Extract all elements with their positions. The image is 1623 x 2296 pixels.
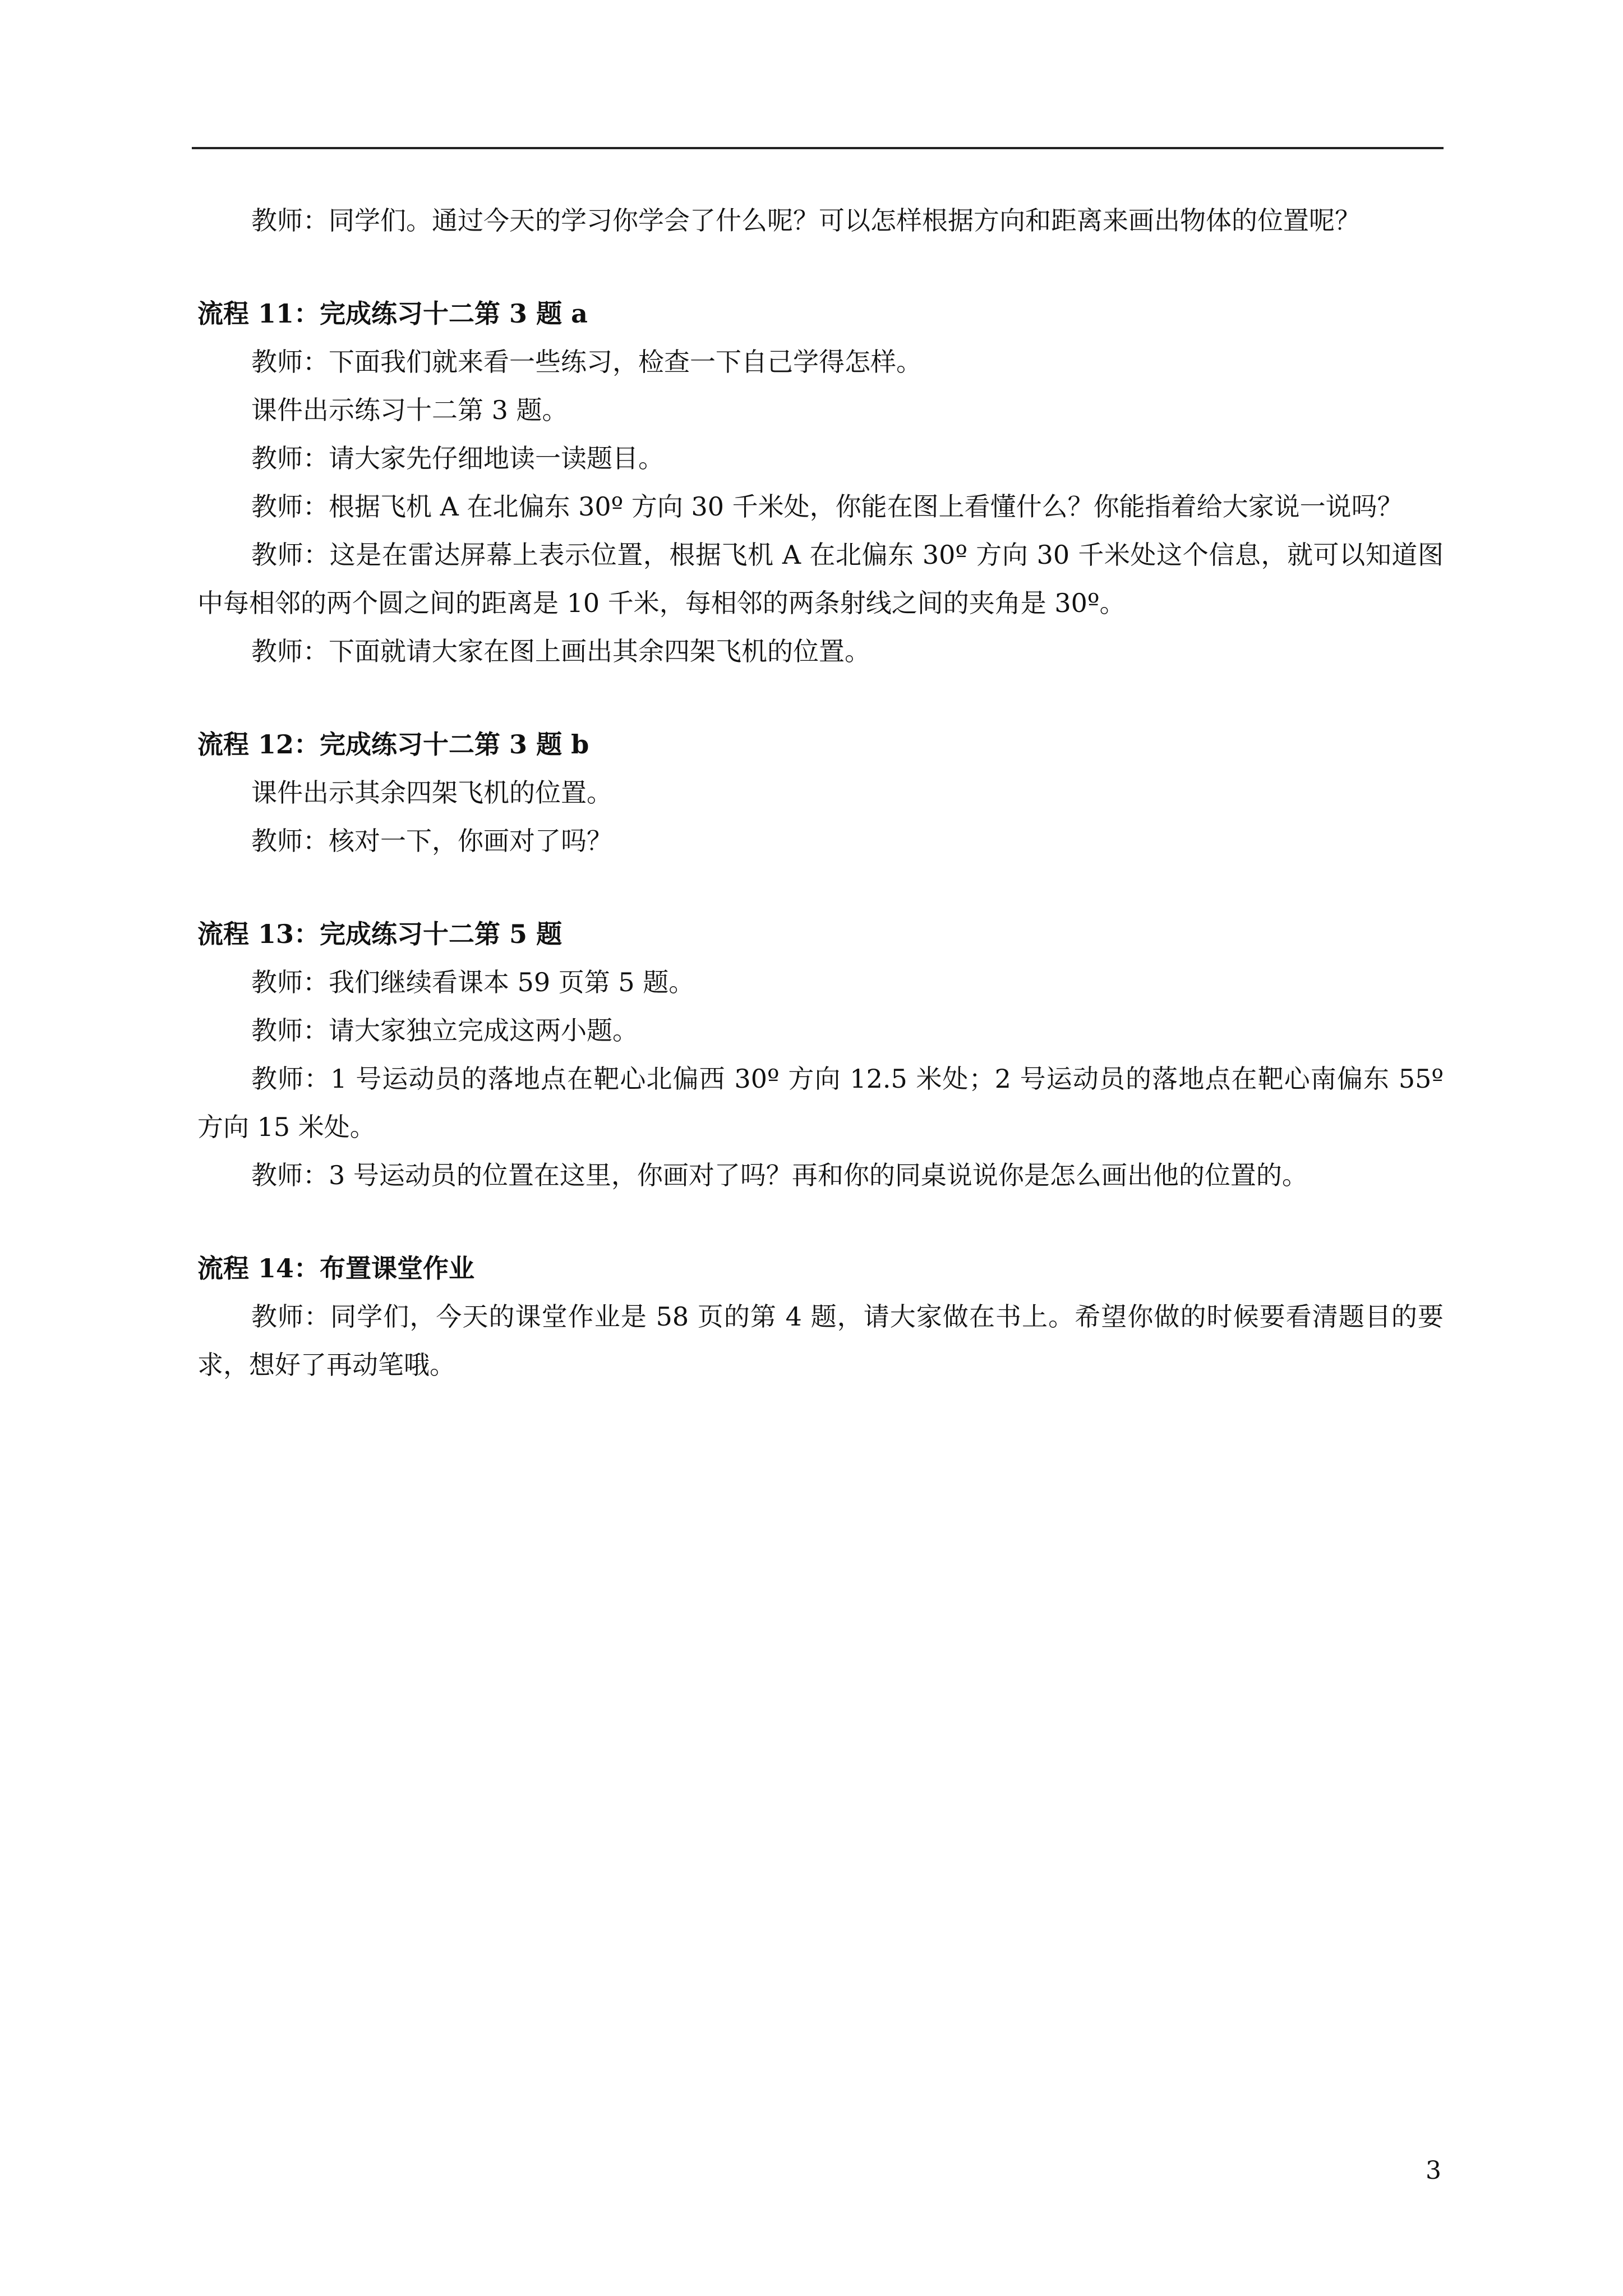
section-12 [197, 720, 1444, 865]
intro-paragraph: 教师：同学们。通过今天的学习你学会了什么呢？可以怎样根据方向和距离来画出物体的位置呢？ [251, 205, 1361, 236]
paragraph: 教师：同学们，今天的课堂作业是 58 页的第 4 题，请大家做在书上。希望你做的时候要看清题目的要求，想好了再动笔哦。 [197, 1301, 1444, 1380]
section-title: 流程 13：完成练习十二第 5 题 [197, 919, 562, 949]
section-title: 流程 11：完成练习十二第 3 题 a [197, 298, 588, 329]
paragraph: 教师：根据飞机 A 在北偏东 30º 方向 30 千米处，你能在图上看懂什么？你能指着给大家说一说吗？ [251, 491, 1403, 522]
section-14 [197, 1244, 1444, 1389]
section-title: 流程 12：完成练习十二第 3 题 b [197, 729, 589, 760]
document-body [197, 196, 1444, 1389]
paragraph: 教师：下面就请大家在图上画出其余四架飞机的位置。 [251, 636, 870, 666]
header-rule [192, 147, 1444, 149]
paragraph: 教师：我们继续看课本 59 页第 5 题。 [251, 967, 695, 997]
paragraph: 课件出示练习十二第 3 题。 [251, 395, 568, 425]
paragraph: 教师：下面我们就来看一些练习，检查一下自己学得怎样。 [251, 347, 922, 377]
paragraph: 教师：这是在雷达屏幕上表示位置，根据飞机 A 在北偏东 30º 方向 30 千米处这个信息，就可以知道图中每相邻的两个圆之间的距离是 10 千米，每相邻的两条射线之间的夹角是 30º。 [197, 540, 1444, 618]
paragraph: 教师：3 号运动员的位置在这里，你画对了吗？再和你的同桌说说你是怎么画出他的位置的。 [251, 1160, 1308, 1190]
paragraph: 教师：1 号运动员的落地点在靶心北偏西 30º 方向 12.5 米处；2 号运动员的落地点在靶心南偏东 55º 方向 15 米处。 [197, 1064, 1444, 1142]
section-13 [197, 910, 1444, 1199]
paragraph: 课件出示其余四架飞机的位置。 [251, 777, 612, 808]
paragraph: 教师：请大家独立完成这两小题。 [251, 1015, 638, 1046]
paragraph: 教师：核对一下，你画对了吗？ [251, 826, 612, 856]
page-number: 3 [1426, 2156, 1441, 2185]
section-title: 流程 14：布置课堂作业 [197, 1253, 475, 1283]
paragraph: 教师：请大家先仔细地读一读题目。 [251, 443, 664, 473]
section-11 [197, 289, 1444, 675]
